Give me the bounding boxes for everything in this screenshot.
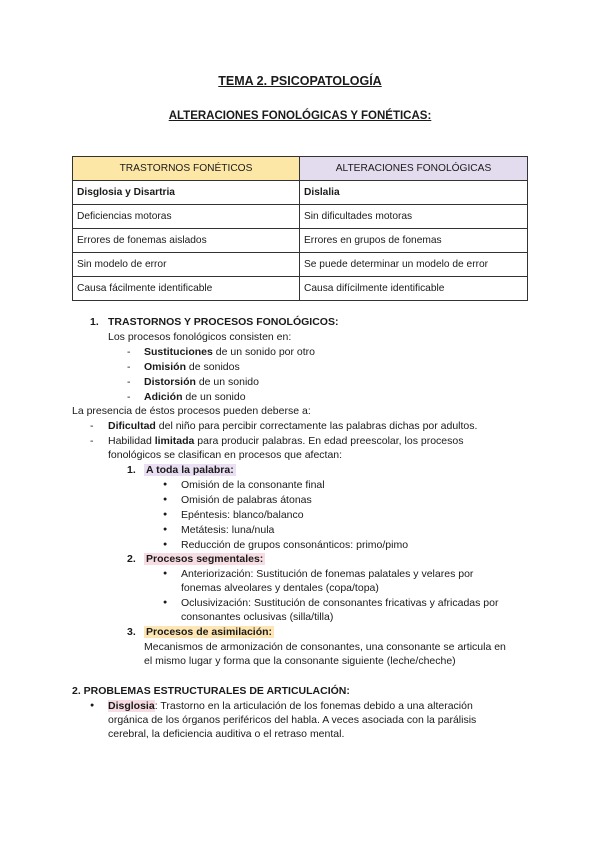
list-item-continued: consonantes oclusivas (silla/tilla) <box>181 611 334 623</box>
section2-heading: 2. PROBLEMAS ESTRUCTURALES DE ARTICULACIÓN: <box>72 685 350 697</box>
section2-item: Disglosia: Trastorno en la articulación de los fonemas debido a una alteración <box>108 700 473 712</box>
sub1-label: A toda la palabra: <box>146 464 234 476</box>
bullet-icon: ● <box>163 496 168 503</box>
table-cell: Se puede determinar un modelo de error <box>300 253 528 277</box>
process-item: Distorsión de un sonido <box>144 376 259 388</box>
list-item: Epéntesis: blanco/balanco <box>181 509 304 521</box>
bullet-icon: ● <box>163 481 168 488</box>
list-item: Oclusivización: Sustitución de consonantes fricativas y africadas por <box>181 597 499 609</box>
cause-item-continued: fonológicos se clasifican en procesos que afectan: <box>108 449 343 461</box>
section1-heading: TRASTORNOS Y PROCESOS FONOLÓGICOS: <box>108 316 339 328</box>
cause-item: Habilidad limitada para producir palabras. En edad preescolar, los procesos <box>108 435 464 447</box>
sub3-text-continued: el mismo lugar y forma que la consonante siguiente (leche/cheche) <box>144 655 456 667</box>
table-cell: Dislalia <box>300 181 528 205</box>
table-cell: Causa fácilmente identificable <box>73 277 300 301</box>
list-item: Reducción de grupos consonánticos: primo/pimo <box>181 539 409 551</box>
bullet-icon: ● <box>163 511 168 518</box>
bullet-icon: ● <box>163 570 168 577</box>
table-cell: Sin modelo de error <box>73 253 300 277</box>
bullet-icon: ● <box>163 599 168 606</box>
cause-item: Dificultad del niño para percibir correctamente las palabras dichas por adultos. <box>108 420 478 432</box>
section1-number: 1. <box>90 316 99 328</box>
table-header-phonological: ALTERACIONES FONOLÓGICAS <box>300 157 528 181</box>
process-item: Sustituciones de un sonido por otro <box>144 346 316 358</box>
table-header-row <box>73 157 528 181</box>
table-cell: Sin dificultades motoras <box>300 205 528 229</box>
table-row <box>73 277 528 301</box>
page-subtitle: ALTERACIONES FONOLÓGICAS Y FONÉTICAS: <box>168 110 432 122</box>
process-item: Omisión de sonidos <box>144 361 240 373</box>
sub3-text: Mecanismos de armonización de consonantes, una consonante se articula en <box>144 641 506 653</box>
sub3-label: Procesos de asimilación: <box>146 626 273 638</box>
table-cell: Errores de fonemas aislados <box>73 229 300 253</box>
list-item: Omisión de palabras átonas <box>181 494 312 506</box>
table-cell: Causa difícilmente identificable <box>300 277 528 301</box>
sub2-number: 2. <box>127 553 136 565</box>
dash-icon: - <box>127 391 131 403</box>
sub1-number: 1. <box>127 464 136 476</box>
list-item-continued: fonemas alveolares y dentales (copa/topa) <box>181 582 379 594</box>
table-cell: Disglosia y Disartria <box>73 181 300 205</box>
dash-icon: - <box>127 376 131 388</box>
sub3-number: 3. <box>127 626 136 638</box>
table-row <box>73 253 528 277</box>
page-title: TEMA 2. PSICOPATOLOGÍA <box>218 74 382 88</box>
section2-item-continued: cerebral, la deficiencia auditiva o el retraso mental. <box>108 728 345 740</box>
table-cell: Deficiencias motoras <box>73 205 300 229</box>
table-row <box>73 205 528 229</box>
causes-intro: La presencia de éstos procesos pueden deberse a: <box>72 405 311 417</box>
table-header-phonetic: TRASTORNOS FONÉTICOS <box>73 157 300 181</box>
comparison-table <box>72 156 528 301</box>
dash-icon: - <box>90 435 94 447</box>
list-item: Metátesis: luna/nula <box>181 524 275 536</box>
bullet-icon: ● <box>163 541 168 548</box>
table-cell: Errores en grupos de fonemas <box>300 229 528 253</box>
process-item: Adición de un sonido <box>144 391 246 403</box>
list-item: Anteriorización: Sustitución de fonemas palatales y velares por <box>181 568 474 580</box>
dash-icon: - <box>127 346 131 358</box>
list-item: Omisión de la consonante final <box>181 479 325 491</box>
bullet-icon: ● <box>90 702 95 709</box>
dash-icon: - <box>127 361 131 373</box>
table-row <box>73 181 528 205</box>
section2-item-continued: orgánica de los órganos periféricos del habla. A veces asociada con la parálisis <box>108 714 477 726</box>
section1-intro: Los procesos fonológicos consisten en: <box>108 331 292 343</box>
dash-icon: - <box>90 420 94 432</box>
table-row <box>73 229 528 253</box>
sub2-label: Procesos segmentales: <box>146 553 264 565</box>
bullet-icon: ● <box>163 526 168 533</box>
